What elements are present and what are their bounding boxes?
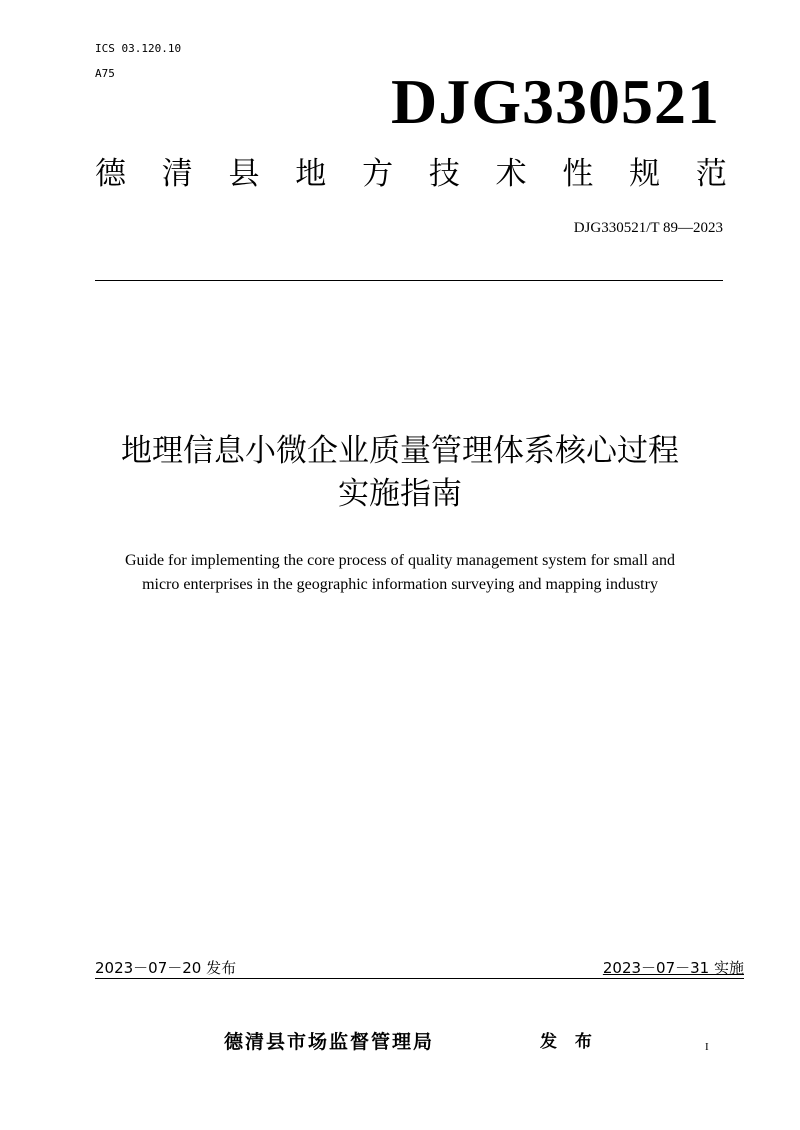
chinese-title-line-1: 地理信息小微企业质量管理体系核心过程 [121,433,679,469]
page-number: I [705,1041,709,1053]
chinese-title [40,430,760,516]
standard-type-char: 范 [695,156,727,192]
publish-label: 发 布 [540,1032,598,1052]
standard-type [95,153,727,195]
standard-type-char: 技 [428,156,460,192]
top-divider [95,280,723,281]
standard-type-char: 德 [95,156,126,192]
implementation-date: 2023－07－31 实施 [602,959,744,977]
ics-code: ICS 03.120.10 [95,42,182,55]
english-title-line-2: micro enterprises in the geographic information surveying and mapping industry [142,576,658,593]
standard-type-char: 规 [629,156,661,192]
standard-id: DJG330521 [391,66,720,137]
publisher: 德清县市场监督管理局 [224,1031,435,1053]
standard-type-char: 县 [228,156,260,192]
standard-type-char: 方 [362,156,394,192]
ccs-code: A75 [95,67,115,80]
issue-date: 2023－07－20 发布 [95,959,237,977]
standard-type-char: 术 [495,156,527,192]
standard-number: DJG330521/T 89—2023 [573,220,723,236]
english-title-line-1: Guide for implementing the core process of quality management system for small and [124,552,676,569]
standard-type-char: 性 [562,156,594,192]
chinese-title-line-2: 实施指南 [338,476,462,512]
standard-type-char: 地 [295,156,327,192]
bottom-divider [95,978,744,979]
standard-type-char: 清 [161,156,193,192]
english-title [40,549,760,597]
